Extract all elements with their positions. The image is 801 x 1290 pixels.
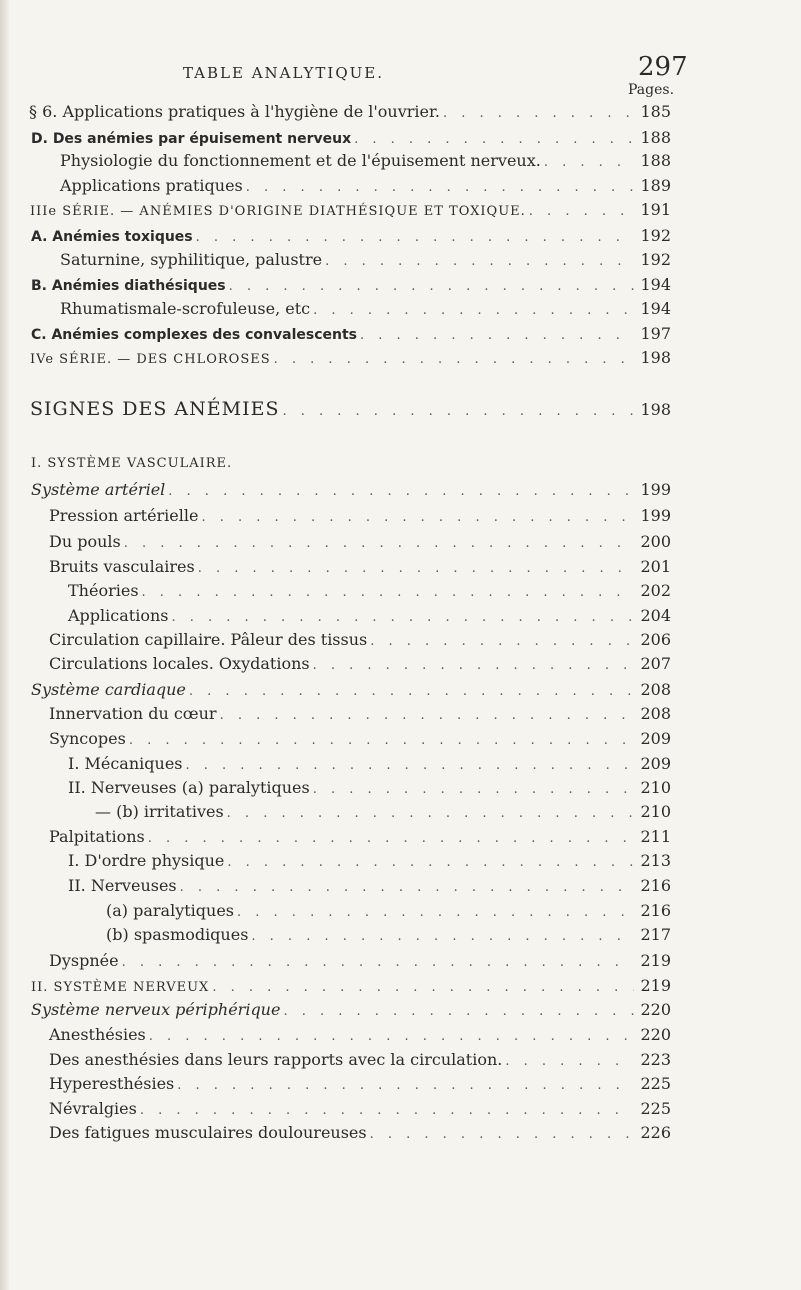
- leader-dots: [246, 180, 634, 195]
- toc-entry-page: 223: [640, 1050, 671, 1069]
- toc-entry-label: SIGNES DES ANÉMIES: [30, 398, 280, 420]
- leader-dots: [237, 905, 634, 920]
- toc-entry: [49, 1123, 671, 1142]
- toc-entry-page: 220: [640, 1025, 671, 1044]
- toc-entry: [68, 606, 671, 625]
- toc-entry: [106, 925, 671, 944]
- leader-dots: [212, 980, 634, 995]
- leader-dots: [354, 132, 634, 147]
- leader-dots: [196, 230, 634, 245]
- toc-entry-page: 198: [640, 348, 671, 367]
- toc-entry: [31, 1000, 671, 1019]
- toc-entry-page: 225: [640, 1074, 671, 1093]
- toc-entry-page: 194: [640, 275, 671, 294]
- toc-entry-label: C. Anémies complexes des convalescents: [31, 327, 357, 343]
- leader-dots: [325, 254, 634, 269]
- toc-entry-label: Du pouls: [49, 532, 121, 551]
- toc-entry-label: Théories: [68, 581, 139, 600]
- toc-entry: [68, 754, 671, 773]
- toc-entry: [31, 226, 671, 245]
- toc-entry-label: Hyperesthésies: [49, 1074, 175, 1093]
- leader-dots: [544, 155, 634, 170]
- toc-entry-page: 199: [640, 480, 671, 499]
- leader-dots: [313, 303, 634, 318]
- toc-entry-page: 216: [640, 901, 671, 920]
- toc-entry-label: Dyspnée: [49, 951, 119, 970]
- leader-dots: [140, 1103, 634, 1118]
- leader-dots: [142, 585, 634, 600]
- leader-dots: [201, 510, 634, 525]
- toc-entry: [95, 802, 671, 821]
- leader-dots: [124, 536, 634, 551]
- toc-entry-page: 191: [640, 200, 671, 219]
- toc-entry-page: 220: [640, 1000, 671, 1019]
- pages-column-label: Pages.: [628, 82, 675, 98]
- leader-dots: [370, 1127, 634, 1142]
- toc-entry: [30, 348, 671, 367]
- toc-entry-page: 189: [640, 176, 671, 195]
- running-head: TABLE ANALYTIQUE.: [183, 64, 384, 82]
- leader-dots: [251, 929, 634, 944]
- leader-dots: [370, 634, 634, 649]
- toc-entry-label: Physiologie du fonctionnement et de l'épuisement nerveux.: [60, 151, 541, 170]
- toc-entry-page: 209: [640, 729, 671, 748]
- leader-dots: [149, 1029, 634, 1044]
- toc-entry-label: Circulations locales. Oxydations: [49, 654, 310, 673]
- toc-entry: [60, 299, 671, 318]
- toc-entry: [31, 128, 671, 147]
- toc-entry-page: 192: [640, 226, 671, 245]
- leader-dots: [171, 610, 634, 625]
- toc-entry-page: 213: [640, 851, 671, 870]
- toc-entry: [49, 654, 671, 673]
- toc-entry: [31, 480, 671, 499]
- leader-dots: [282, 404, 634, 419]
- toc-entry: [49, 557, 671, 576]
- toc-entry-page: 210: [640, 802, 671, 821]
- leader-dots: [313, 658, 634, 673]
- toc-entry: [68, 876, 671, 895]
- toc-entry-label: Système cardiaque: [31, 680, 186, 699]
- toc-entry-label: Système nerveux périphérique: [31, 1000, 281, 1019]
- toc-entry-page: 185: [640, 102, 671, 121]
- leader-dots: [180, 880, 634, 895]
- toc-entry-label: Pression artérielle: [49, 506, 199, 525]
- toc-entry-page: 188: [640, 128, 671, 147]
- toc-entry-page: 208: [640, 704, 671, 723]
- toc-entry-page: 192: [640, 250, 671, 269]
- toc-entry-page: 201: [640, 557, 671, 576]
- toc-entry-page: 216: [640, 876, 671, 895]
- toc-entry-label: — (b) irritatives: [95, 802, 224, 821]
- leader-dots: [129, 733, 634, 748]
- toc-entry: [31, 976, 671, 995]
- toc-entry-label: II. SYSTÈME NERVEUX: [31, 980, 210, 995]
- toc-entry-label: Des anesthésies dans leurs rapports avec la circulation.: [49, 1050, 503, 1069]
- toc-entry: [31, 324, 671, 343]
- toc-entry-page: 210: [640, 778, 671, 797]
- toc-entry-label: Anesthésies: [49, 1025, 146, 1044]
- leader-dots: [122, 955, 634, 970]
- toc-entry-label: Névralgies: [49, 1099, 137, 1118]
- toc-entry: [49, 729, 671, 748]
- leader-dots: [283, 1004, 634, 1019]
- leader-dots: [220, 708, 634, 723]
- toc-entry-page: 219: [640, 976, 671, 995]
- toc-entry: [30, 200, 671, 219]
- toc-entry-page: 207: [640, 654, 671, 673]
- toc-entry-label: Applications: [68, 606, 169, 625]
- toc-entry: [49, 630, 671, 649]
- leader-dots: [313, 782, 634, 797]
- toc-entry-page: 199: [640, 506, 671, 525]
- toc-entry-page: 198: [640, 400, 671, 419]
- toc-entry-label: II. Nerveuses: [68, 876, 177, 895]
- leader-dots: [168, 484, 634, 499]
- toc-entry-page: 226: [640, 1123, 671, 1142]
- page-edge-shadow: [0, 0, 9, 1290]
- toc-entry-label: B. Anémies diathésiques: [31, 278, 226, 294]
- leader-dots: [177, 1078, 634, 1093]
- toc-entry: [60, 176, 671, 195]
- toc-entry-page: 197: [640, 324, 671, 343]
- toc-entry-label: Système artériel: [31, 480, 166, 499]
- page-number: 297: [638, 52, 688, 82]
- toc-entry-page: 208: [640, 680, 671, 699]
- toc-entry-label: Circulation capillaire. Pâleur des tissus: [49, 630, 368, 649]
- toc-entry-label: A. Anémies toxiques: [31, 229, 193, 245]
- toc-entry: [31, 275, 671, 294]
- toc-entry-label: Rhumatismale-scrofuleuse, etc: [60, 299, 311, 318]
- toc-entry-label: I. SYSTÈME VASCULAIRE.: [31, 456, 233, 471]
- toc-entry-label: § 6. Applications pratiques à l'hygiène de l'ouvrier.: [29, 102, 440, 121]
- leader-dots: [443, 106, 634, 121]
- leader-dots: [274, 352, 634, 367]
- toc-entry: [49, 704, 671, 723]
- toc-entry: [49, 1099, 671, 1118]
- toc-entry: [60, 151, 671, 170]
- toc-entry-label: D. Des anémies par épuisement nerveux: [31, 131, 352, 147]
- toc-entry: [49, 1050, 671, 1069]
- leader-dots: [198, 561, 634, 576]
- leader-dots: [227, 855, 634, 870]
- toc-entry-label: I. Mécaniques: [68, 754, 183, 773]
- leader-dots: [360, 328, 634, 343]
- toc-entry-page: 202: [640, 581, 671, 600]
- toc-entry-label: Applications pratiques: [60, 176, 243, 195]
- toc-entry: [68, 581, 671, 600]
- toc-entry-page: 209: [640, 754, 671, 773]
- toc-entry: [31, 680, 671, 699]
- toc-entry: [49, 1025, 671, 1044]
- toc-entry-label: Bruits vasculaires: [49, 557, 195, 576]
- leader-dots: [227, 806, 634, 821]
- toc-entry-page: 194: [640, 299, 671, 318]
- toc-entry-page: 219: [640, 951, 671, 970]
- toc-entry-label: Palpitations: [49, 827, 145, 846]
- leader-dots: [229, 279, 634, 294]
- leader-dots: [189, 684, 634, 699]
- leader-dots: [505, 1054, 634, 1069]
- toc-entry-label: (b) spasmodiques: [106, 925, 249, 944]
- toc-entry: [68, 778, 671, 797]
- toc-entry: [68, 851, 671, 870]
- toc-entry-label: IIIe SÉRIE. — ANÉMIES D'ORIGINE DIATHÉSIQUE ET TOXIQUE.: [30, 204, 526, 219]
- toc-entry: [49, 532, 671, 551]
- toc-entry-label: I. D'ordre physique: [68, 851, 225, 870]
- toc-entry-page: 200: [640, 532, 671, 551]
- toc-entry-page: 225: [640, 1099, 671, 1118]
- leader-dots: [186, 758, 635, 773]
- toc-entry-page: 204: [640, 606, 671, 625]
- leader-dots: [148, 831, 634, 846]
- toc-entry-label: II. Nerveuses (a) paralytiques: [68, 778, 310, 797]
- toc-entry-label: (a) paralytiques: [106, 901, 235, 920]
- toc-entry: [106, 901, 671, 920]
- toc-entry-page: 217: [640, 925, 671, 944]
- toc-entry-page: 188: [640, 151, 671, 170]
- toc-entry: [29, 102, 671, 121]
- toc-entry-label: Des fatigues musculaires douloureuses: [49, 1123, 367, 1142]
- toc-entry-page: 206: [640, 630, 671, 649]
- toc-entry: [30, 398, 671, 420]
- toc-entry: [49, 827, 671, 846]
- toc-entry-label: Innervation du cœur: [49, 704, 217, 723]
- toc-entry: [49, 1074, 671, 1093]
- toc-entry: [60, 250, 671, 269]
- toc-entry-page: 211: [640, 827, 671, 846]
- toc-section-heading: [31, 456, 431, 471]
- toc-entry-label: Saturnine, syphilitique, palustre: [60, 250, 323, 269]
- leader-dots: [529, 204, 634, 219]
- toc-entry: [49, 951, 671, 970]
- toc-entry-label: IVe SÉRIE. — DES CHLOROSES: [30, 352, 271, 367]
- toc-entry-label: Syncopes: [49, 729, 126, 748]
- toc-entry: [49, 506, 671, 525]
